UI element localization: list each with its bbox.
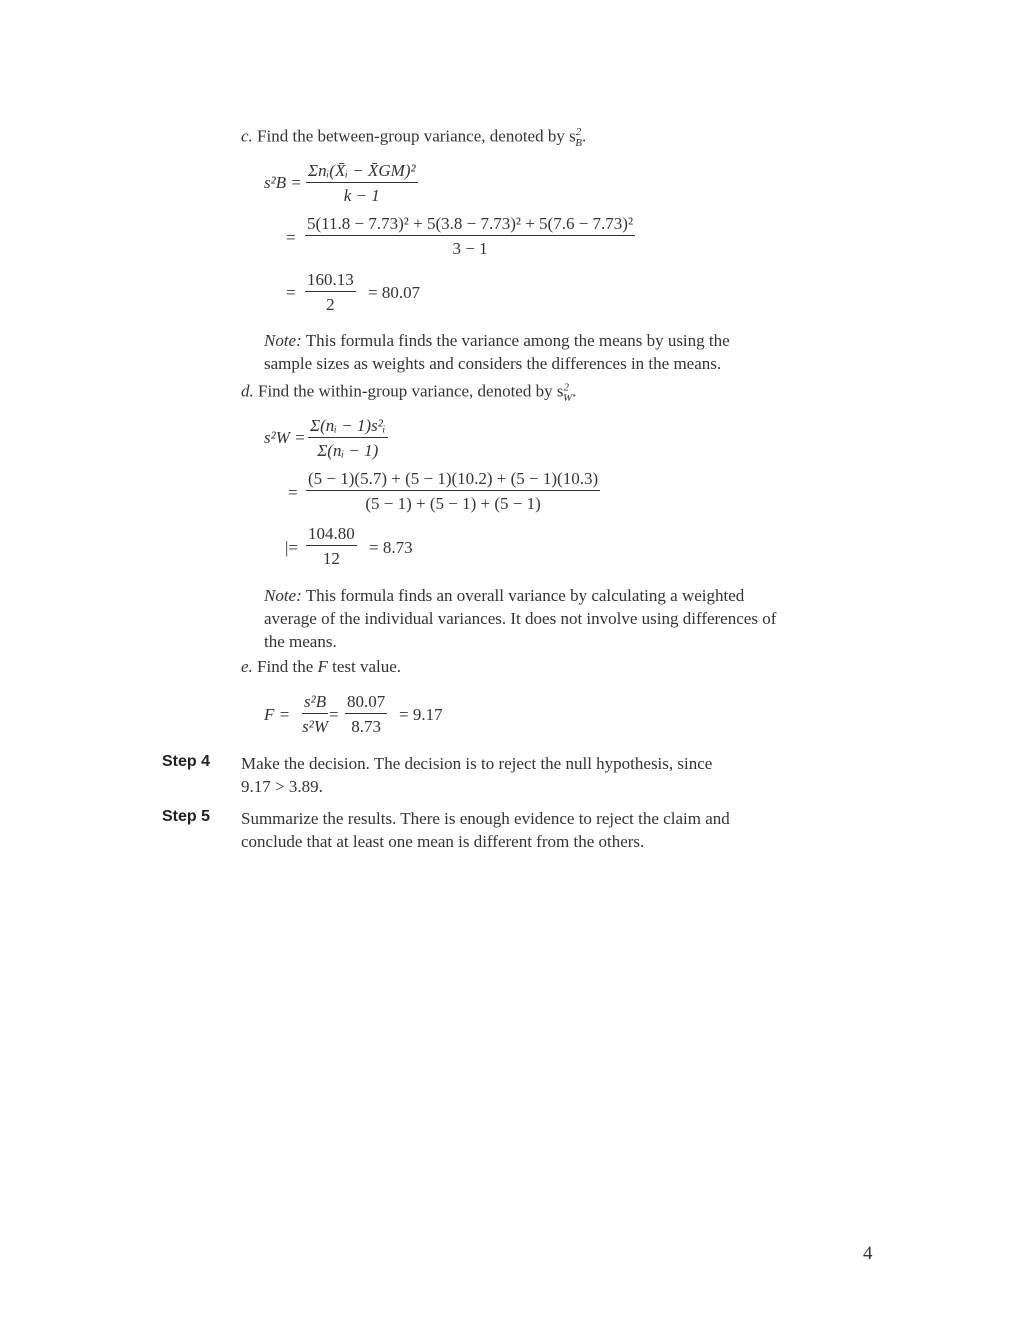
step-5-text [241,807,730,853]
part-e-lhs: F = [264,705,291,724]
part-d-formula-1-numerator: Σ(nᵢ − 1)s²ᵢ [308,415,388,438]
part-d-letter: d. [241,381,254,401]
part-d-text: Find the within-group variance, denoted by s [258,381,564,401]
step-4-line1: Make the decision. The decision is to reject the null hypothesis, since [241,754,713,773]
part-e-ratio-2-numerator: 80.07 [345,691,387,714]
part-d-eq-3: |= [285,538,298,557]
part-c-formula-3 [305,269,356,316]
part-e-text-pre: Find the [257,657,318,676]
step-5-line1: Summarize the results. There is enough evidence to reject the claim and [241,809,730,828]
part-e-heading [241,657,401,677]
step-4-line2: 9.17 > 3.89. [241,777,323,796]
part-d-symbol-sup: 2 [563,381,569,393]
part-d-formula-2-denominator: (5 − 1) + (5 − 1) + (5 − 1) [365,494,541,513]
part-d-symbol-sub: W [562,392,573,405]
part-d-end: . [572,381,577,401]
part-d-note-line3: the means. [264,632,337,651]
part-c-formula-2-numerator: 5(11.8 − 7.73)² + 5(3.8 − 7.73)² + 5(7.6 − 7.73)² [305,213,635,236]
part-d-note-line1: This formula finds an overall variance by calculating a weighted [301,586,745,605]
step-4-label: Step 4 [162,753,211,770]
part-c-heading [241,126,586,149]
page-number: 4 [863,1243,873,1264]
part-c-end: . [581,126,587,146]
part-c-formula-1-numerator: Σnᵢ(X̄ᵢ − X̄GM)² [306,160,418,183]
part-d-formula-3-denominator: 12 [322,549,340,568]
part-c-result: = 80.07 [368,283,421,302]
part-e-letter: e. [241,657,253,676]
part-c-symbol-sub: B [575,137,582,150]
part-c-formula-1-denominator: k − 1 [343,186,380,205]
part-e-ratio-2 [345,691,387,738]
part-c-formula-2-denominator: 3 − 1 [452,239,488,258]
part-c-note [264,329,730,375]
part-d-formula-1 [308,415,388,462]
part-d-note-label: Note: [264,586,302,605]
part-c-note-label: Note: [264,331,302,350]
part-d-lhs: s²W = [264,428,306,447]
part-d-heading [241,381,576,404]
part-d-result: = 8.73 [369,538,413,557]
part-c-eq-2: = [286,228,296,247]
part-c-note-line1: This formula finds the variance among the means by using the [301,331,730,350]
part-c-text: Find the between-group variance, denoted by s [257,126,576,146]
part-d-eq-2: = [288,483,298,502]
part-c-symbol-sup: 2 [575,126,582,138]
part-e-ratio-1-numerator: s²B [302,691,328,714]
part-e-ratio-1 [302,691,328,738]
part-d-formula-2-numerator: (5 − 1)(5.7) + (5 − 1)(10.2) + (5 − 1)(10.3) [306,468,600,491]
part-d-note-line2: average of the individual variances. It does not involve using differences of [264,609,777,628]
part-d-note [264,584,776,653]
part-d-formula-2 [306,468,600,515]
part-e-text-var: F [317,657,328,676]
part-c-formula-3-numerator: 160.13 [305,269,356,292]
step-5-line2: conclude that at least one mean is different from the others. [241,832,645,851]
part-c-letter: c. [241,126,253,146]
part-c-formula-2 [305,213,635,260]
part-c-formula-1 [306,160,418,207]
part-c-lhs: s²B = [264,173,302,192]
part-d-formula-3-numerator: 104.80 [306,523,357,546]
part-d-formula-1-denominator: Σ(nᵢ − 1) [317,441,379,460]
part-e-text-post: test value. [327,657,402,676]
part-e-ratio-1-denominator: s²W [302,717,328,736]
part-c-formula-3-denominator: 2 [326,295,335,314]
step-4-text [241,752,712,798]
part-c-eq-3: = [286,283,296,302]
part-e-result: = 9.17 [399,705,443,724]
part-d-formula-3 [306,523,357,570]
step-5-label: Step 5 [162,808,211,825]
part-e-ratio-2-denominator: 8.73 [351,717,381,736]
part-c-note-line2: sample sizes as weights and considers the differences in the means. [264,354,722,373]
part-e-eq: = [329,705,339,724]
